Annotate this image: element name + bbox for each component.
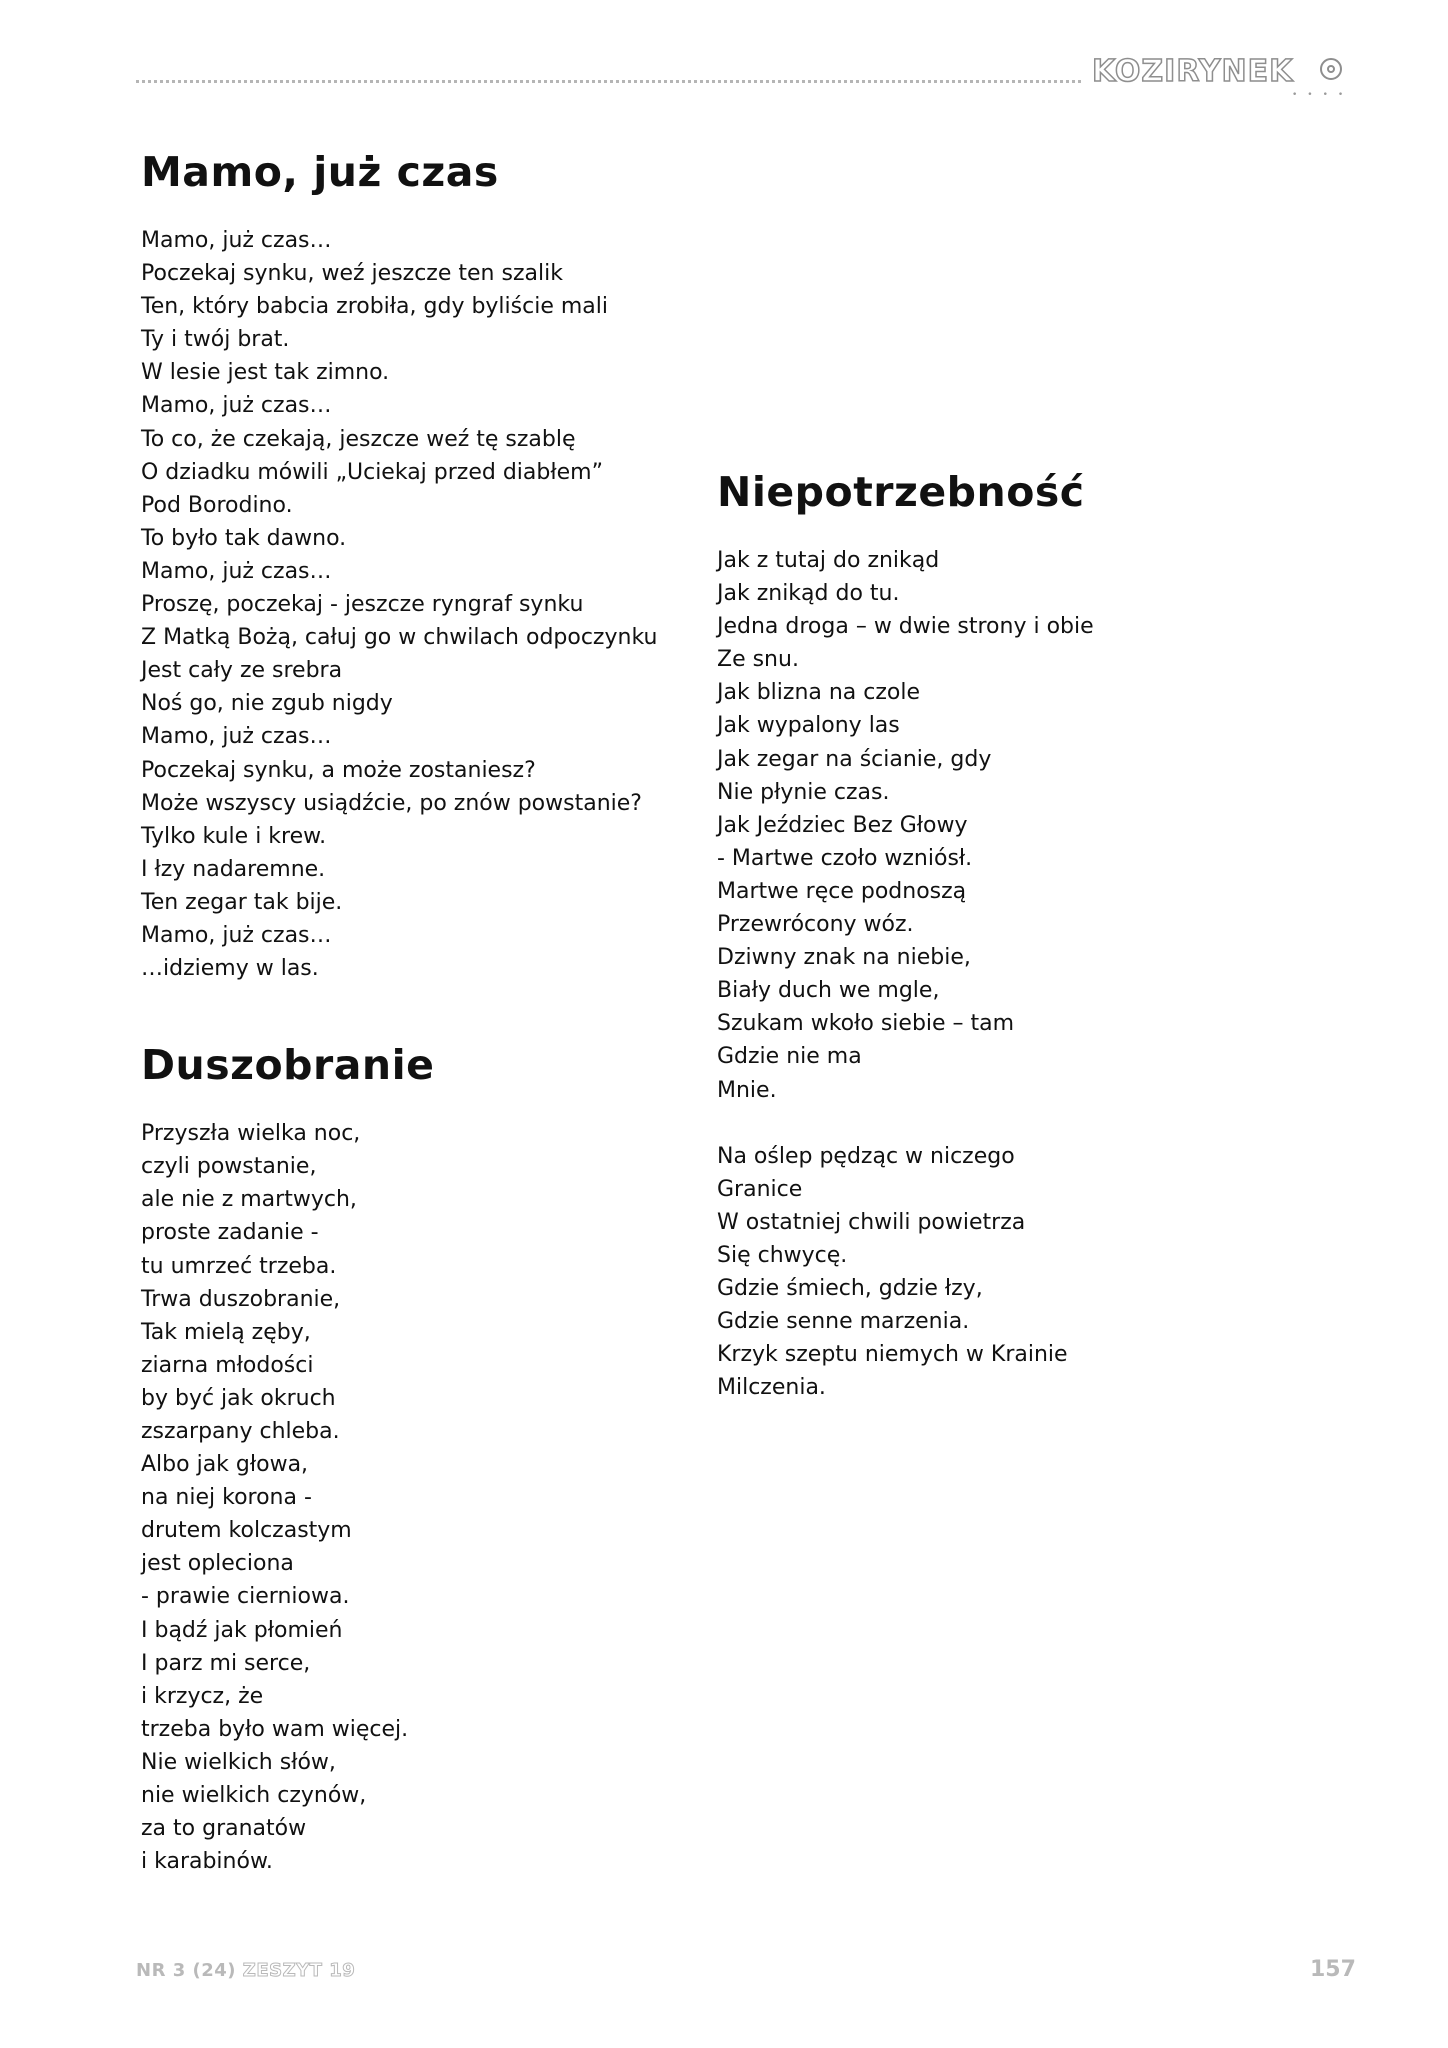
poem-line: O dziadku mówili „Uciekaj przed diabłem” [141, 459, 603, 485]
poem-line: Przyszła wielka noc, [141, 1121, 361, 1147]
poem-line: I parz mi serce, [141, 1650, 311, 1676]
poem-line: Trwa duszobranie, [141, 1286, 341, 1312]
poem-line: Poczekaj synku, a może zostaniesz? [141, 757, 536, 783]
poem-line: za to granatów [141, 1816, 307, 1842]
poem-line: Jak z tutaj do znikąd [717, 548, 940, 573]
poem-line: Mamo, już czas… [141, 228, 332, 253]
poem-line: W ostatniej chwili powietrza [717, 1209, 1026, 1235]
poem-line: Krzyk szeptu niemych w Krainie [717, 1342, 1068, 1368]
poem-line: Ten, który babcia zrobiła, gdy byliście mali [141, 294, 608, 320]
poem-line: Jak wypalony las [717, 713, 900, 739]
left-column [141, 146, 701, 1878]
poem-line: i karabinów. [141, 1849, 273, 1875]
poem-line: Szukam wkoło siebie – tam [717, 1011, 1015, 1037]
poem-line: Jak znikąd do tu. [717, 581, 900, 607]
poem-line: Milczenia. [717, 1375, 826, 1401]
poem-line: by być jak okruch [141, 1385, 336, 1411]
page-number: 157 [1310, 1957, 1356, 1982]
poem-line: i krzycz, że [141, 1683, 264, 1709]
poem-line: Na oślep pędząc w niczego [717, 1143, 1015, 1169]
poem-line: Nie wielkich słów, [141, 1749, 336, 1775]
brand-dots-decoration: •••• [1292, 90, 1354, 100]
poem-line: ale nie z martwych, [141, 1187, 357, 1213]
zeszyt-label: ZESZYT 19 [242, 1960, 356, 1981]
poem-line: Noś go, nie zgub nigdy [141, 691, 393, 717]
poem-line: Jak Jeździec Bez Głowy [717, 812, 968, 838]
poem-title: Niepotrzebność [717, 468, 1085, 516]
poem-line: Mamo, już czas… [141, 393, 332, 419]
poem-niepotrzebnosc [717, 466, 1337, 1404]
poem-line: Gdzie senne marzenia. [717, 1309, 970, 1335]
poem-line: ziarna młodości [141, 1352, 314, 1378]
poem-line: Tylko kule i krew. [141, 823, 327, 849]
poem-line: trzeba było wam więcej. [141, 1716, 409, 1742]
poem-line: To co, że czekają, jeszcze weź tę szablę [141, 426, 576, 452]
poem-line: zszarpany chleba. [141, 1419, 340, 1444]
poem-line: tu umrzeć trzeba. [141, 1253, 337, 1279]
poem-line: na niej korona - [141, 1485, 312, 1511]
poem-duszobranie [141, 1039, 701, 1878]
poem-line: Biały duch we mgle, [717, 978, 940, 1004]
poem-line: Przewrócony wóz. [717, 912, 914, 938]
poem-line: To było tak dawno. [141, 525, 347, 551]
poem-line: drutem kolczastym [141, 1518, 352, 1544]
header-dotted-rule [136, 80, 1081, 83]
stanza-break [717, 1107, 1337, 1140]
brand-logo: KOZIRYNEK [1092, 54, 1294, 89]
poem-line: Mnie. [717, 1077, 777, 1103]
poem-line: Ty i twój brat. [141, 327, 290, 353]
poem-body [141, 224, 701, 985]
poem-line: Jak blizna na czole [717, 680, 921, 706]
poem-line: Jedna droga – w dwie strony i obie [717, 614, 1094, 640]
poem-line: Martwe ręce podnoszą [717, 878, 967, 904]
poem-line: Jest cały ze srebra [141, 658, 343, 684]
footer-issue-label [136, 1960, 355, 1981]
poem-line: Proszę, poczekaj - jeszcze ryngraf synku [141, 592, 584, 618]
poem-body [717, 544, 1337, 1404]
poem-line: I łzy nadaremne. [141, 856, 326, 882]
poem-line: Mamo, już czas… [141, 922, 332, 948]
poem-line: Gdzie nie ma [717, 1044, 862, 1070]
poem-line: Gdzie śmiech, gdzie łzy, [717, 1276, 983, 1302]
poem-line: Poczekaj synku, weź jeszcze ten szalik [141, 261, 563, 287]
poem-line: I bądź jak płomień [141, 1617, 343, 1643]
right-column [717, 466, 1337, 1404]
poem-line: Mamo, już czas… [141, 558, 332, 584]
poem-line: Ze snu. [717, 647, 799, 673]
poem-line: Dziwny znak na niebie, [717, 945, 971, 971]
poem-title: Mamo, już czas [141, 148, 499, 196]
poem-line: proste zadanie - [141, 1220, 319, 1246]
poem-line: Albo jak głowa, [141, 1452, 309, 1478]
poem-line: Pod Borodino. [141, 492, 293, 518]
poem-line: Się chwycę. [717, 1242, 848, 1268]
poem-line: Mamo, już czas… [141, 724, 332, 750]
poem-line: Tak mielą zęby, [141, 1319, 311, 1345]
poem-line: Granice [717, 1176, 803, 1202]
poem-line: Może wszyscy usiądźcie, po znów powstanie? [141, 790, 642, 816]
poem-line: - Martwe czoło wzniósł. [717, 845, 973, 871]
poem-line: Ten zegar tak bije. [141, 889, 343, 915]
poem-line: …idziemy w las. [141, 956, 319, 982]
poem-line: - prawie cierniowa. [141, 1584, 350, 1610]
poem-line: Nie płynie czas. [717, 779, 890, 805]
poem-body [141, 1117, 701, 1878]
poem-line: Jak zegar na ścianie, gdy [717, 746, 992, 772]
poem-line: W lesie jest tak zimno. [141, 360, 390, 386]
poem-line: jest opleciona [141, 1551, 294, 1577]
brand-emblem-icon [1320, 58, 1342, 80]
poem-title: Duszobranie [141, 1041, 435, 1090]
poem-mamo-juz-czas [141, 146, 701, 985]
poem-line: Z Matką Bożą, całuj go w chwilach odpoczynku [141, 625, 658, 651]
poem-line: czyli powstanie, [141, 1154, 317, 1180]
issue-number: NR 3 (24) [136, 1960, 236, 1981]
poem-line: nie wielkich czynów, [141, 1783, 367, 1809]
